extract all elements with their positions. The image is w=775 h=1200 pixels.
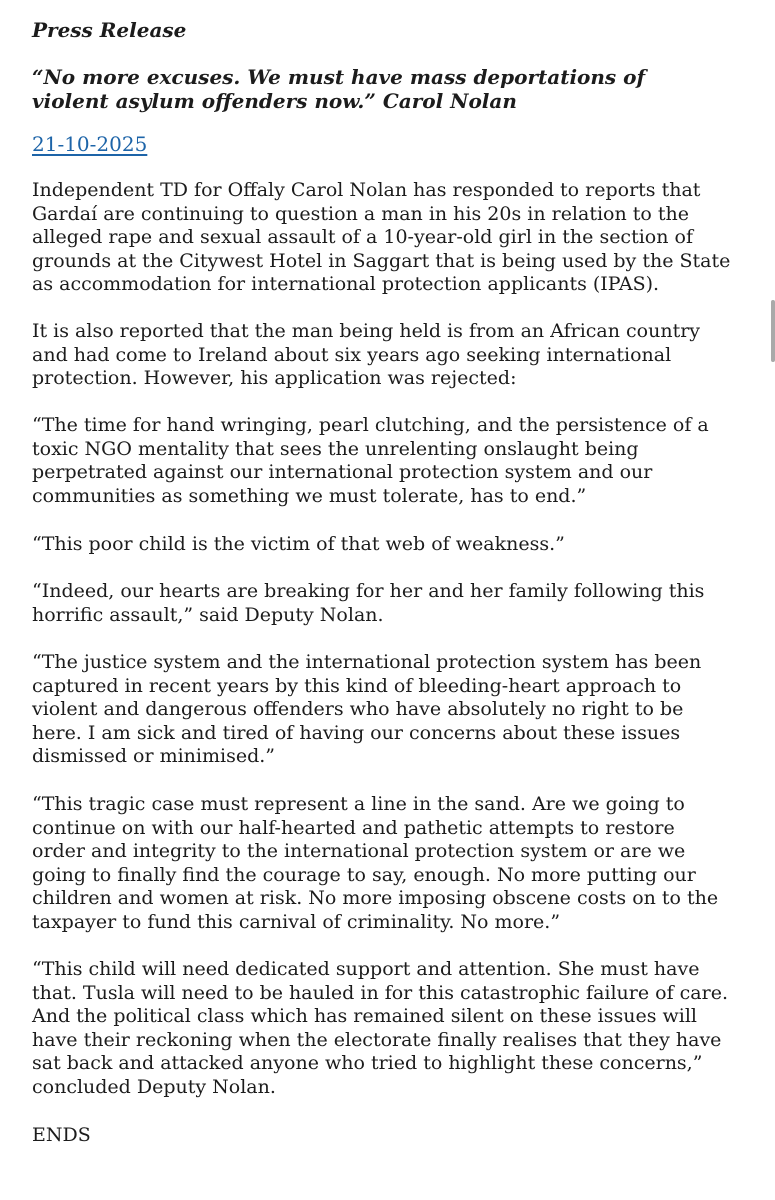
paragraph-quote-3: “Indeed, our hearts are breaking for her and her family following this horrific assault,” said Deputy Nolan. [32, 580, 705, 626]
paragraph-intro: Independent TD for Offaly Carol Nolan has responded to reports that Gardaí are continuing to question a man in his 20s in relation to the alleged rape and sexual assault of a 10-year-old girl in the section of grounds at the Citywest Hotel in Saggart that is being used by the State as accommodation for international protection applicants (IPAS). [32, 179, 731, 296]
paragraph-ends: ENDS [32, 1124, 91, 1146]
scrollbar-thumb[interactable] [771, 300, 775, 362]
paragraph-quote-6: “This child will need dedicated support and attention. She must have that. Tusla will need to be hauled in for this catastrophic failure of care. And the political class which has remained silent on these issues will have their reckoning when the electorate finally realises that they have sat back and attacked anyone who tried to highlight these concerns,” concluded Deputy Nolan. [32, 958, 729, 1098]
release-date-link[interactable]: 21-10-2025 [32, 132, 148, 156]
paragraph-quote-5: “This tragic case must represent a line in the sand. Are we going to continue on with our half-hearted and pathetic attempts to restore order and integrity to the international protection system or are we going to finally find the courage to say, enough. No more putting our children and women at risk. No more imposing obscene costs on to the taxpayer to fund this carnival of criminality. No more.” [32, 793, 719, 933]
paragraph-quote-1: “The time for hand wringing, pearl clutching, and the persistence of a toxic NGO mentality that sees the unrelenting onslaught being perpetrated against our international protection system and our communities as something we must tolerate, has to end.” [32, 414, 709, 507]
press-release-title: “No more excuses. We must have mass deportations of violent asylum offenders now.” Carol Nolan [32, 65, 646, 113]
paragraph-quote-4: “The justice system and the international protection system has been captured in recent years by this kind of bleeding-heart approach to violent and dangerous offenders who have absolutely no right to be here. I am sick and tired of having our concerns about these issues dismissed or minimised.” [32, 651, 702, 768]
paragraph-background: It is also reported that the man being held is from an African country and had come to Ireland about six years ago seeking international protection. However, his application was rejected: [32, 320, 701, 390]
document-heading: Press Release [32, 18, 187, 42]
paragraph-quote-2: “This poor child is the victim of that web of weakness.” [32, 533, 565, 555]
press-release-document [32, 18, 732, 1146]
